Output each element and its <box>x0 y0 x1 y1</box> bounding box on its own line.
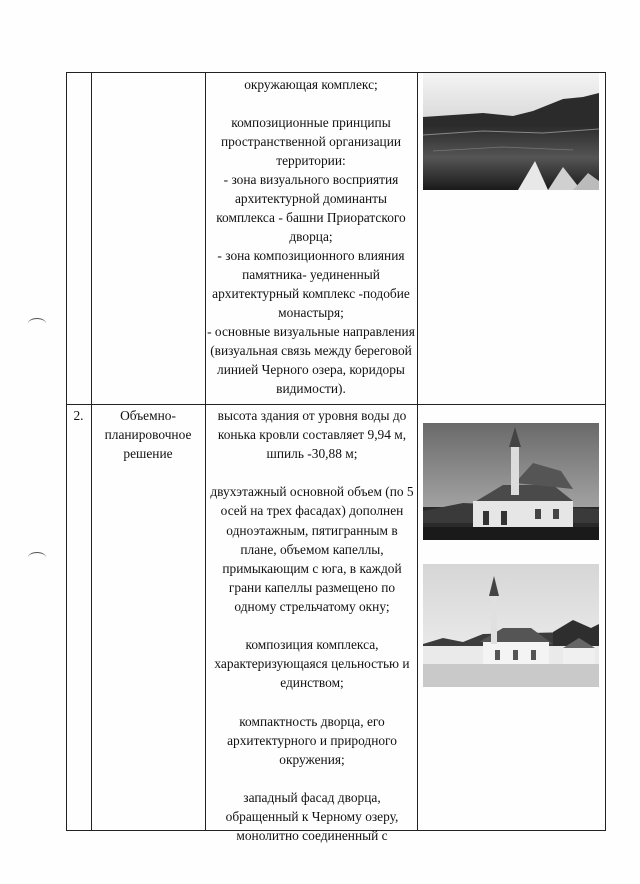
palace-photo <box>423 423 599 540</box>
punch-mark-top <box>28 318 46 329</box>
row-name: Объемно- планировочное решение <box>104 408 192 461</box>
continuation-description: окружающая комплекс; композиционные принципы пространственной организации территории: - зона визуального восприятия архитектурной доминанты комплекса - башни Приоратского дворца; - зона композиционного влияния памятника- уединенный архитектурный комплекс -подобие монастыря; - основные визуальные направления (визуальная связь между береговой линией Черного озера, коридоры видимости). <box>207 77 415 396</box>
row-description: высота здания от уровня воды до конька кровли составляет 9,94 м, шпиль -30,88 м; двухэтажный основной объем (по 5 осей на трех фасадах) дополнен одноэтажным, пятигранным в плане, объемом капеллы, примыкающим с юга, в каждой грани капеллы размещено по одному стрельчатому окну; композиция комплекса, характеризующаяся цельностью и единством; компактность дворца, его архитектурного и природного окружения; западный фасад дворца, обращенный к Черному озеру, монолитно соединенный с <box>210 408 414 844</box>
row-number: 2. <box>73 408 84 423</box>
palace-complex-photo <box>423 564 599 687</box>
lake-photo <box>423 73 599 190</box>
punch-mark-bottom <box>28 552 46 563</box>
